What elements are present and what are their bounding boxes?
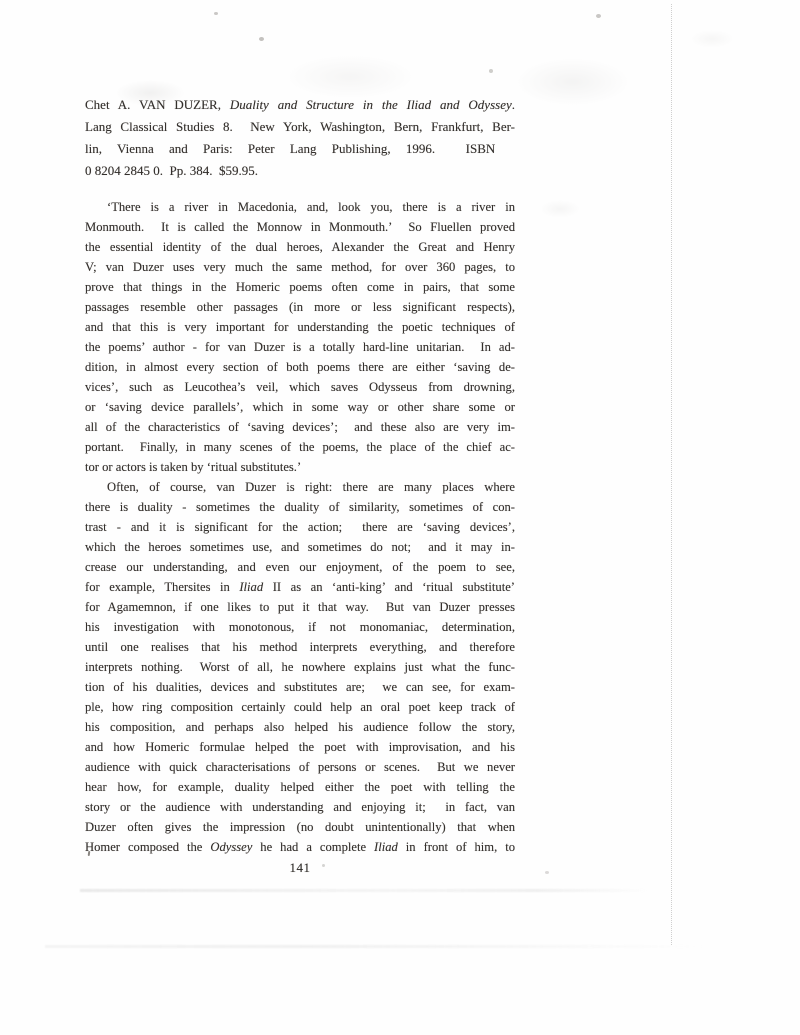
text-run: his investigation with monotonous, if not monomaniac, determination,: [85, 620, 515, 634]
text-run: trast - and it is significant for the action; there are ‘saving devices’,: [85, 520, 515, 534]
text-run: dition, in almost every section of both poems there are either ‘saving de-: [85, 360, 515, 374]
text-run: tion of his dualities, devices and substitutes are; we can see, for exam-: [85, 680, 515, 694]
text-run: there is duality - sometimes the duality of similarity, sometimes of con-: [85, 500, 515, 514]
scan-speck: [489, 69, 493, 73]
text-run: passages resemble other passages (in more or less significant respects),: [85, 300, 515, 314]
text-run: 0 8204 2845 0. Pp. 384. $59.95.: [85, 163, 258, 178]
text-line: [85, 337, 515, 357]
scan-speck: [596, 14, 601, 18]
text-line: [85, 237, 515, 257]
text-line: [85, 116, 515, 138]
text-line: [85, 617, 515, 637]
text-line: [85, 437, 515, 457]
text-run: ple, how ring composition certainly could help an oral poet keep track of: [85, 700, 515, 714]
text-line: [85, 277, 515, 297]
text-line: [85, 160, 515, 182]
text-run: V; van Duzer uses very much the same method, for over 360 pages, to: [85, 260, 515, 274]
text-line: [85, 757, 515, 777]
text-line: [85, 377, 515, 397]
text-line: [85, 138, 515, 160]
text-run: prove that things in the Homeric poems often come in pairs, that some: [85, 280, 515, 294]
scan-smudge: [515, 58, 630, 106]
text-run: interprets nothing. Worst of all, he nowhere explains just what the func-: [85, 660, 515, 674]
scan-artifact-vertical-line: [671, 4, 672, 945]
italic-title-run: Duality and Structure in the Iliad and Odyssey: [229, 97, 512, 112]
text-line: [85, 477, 515, 497]
italic-title-run: Iliad: [239, 580, 264, 594]
text-run: Duzer often gives the impression (no doubt unintentionally) that when: [85, 820, 515, 834]
text-run: crease our understanding, and even our enjoyment, of the poem to see,: [85, 560, 515, 574]
text-line: [85, 197, 515, 217]
text-run: until one realises that his method interprets everything, and therefore: [85, 640, 515, 654]
text-run: in front of him, to: [397, 840, 516, 854]
text-line: [85, 697, 515, 717]
text-run: lin, Vienna and Paris: Peter Lang Publishing, 1996. ISBN: [85, 141, 496, 156]
text-run: and how Homeric formulae helped the poet with improvisation, and his: [85, 740, 515, 754]
text-run: .: [511, 97, 515, 112]
text-run: hear how, for example, duality helped either the poet with telling the: [85, 780, 515, 794]
text-run: for Agamemnon, if one likes to put it that way. But van Duzer presses: [85, 600, 515, 614]
scan-artifact-streak: [45, 945, 705, 948]
text-line: [85, 297, 515, 317]
text-line: [85, 457, 515, 477]
review-body: [85, 197, 515, 857]
scan-smudge: [285, 55, 415, 99]
text-line: [85, 357, 515, 377]
text-run: and that this is very important for understanding the poetic techniques of: [85, 320, 515, 334]
text-run: the poems’ author - for van Duzer is a totally hard-line unitarian. In ad-: [85, 340, 515, 354]
text-run: Often, of course, van Duzer is right: there are many places where: [107, 480, 515, 494]
scan-smudge: [540, 200, 580, 218]
text-run: vices’, such as Leucothea’s veil, which saves Odysseus from drowning,: [85, 380, 515, 394]
text-line: [85, 537, 515, 557]
text-line: [85, 517, 515, 537]
text-run: his composition, and perhaps also helped his audience follow the story,: [85, 720, 515, 734]
scan-speck: [259, 37, 264, 41]
book-citation: [85, 94, 515, 182]
text-run: tor or actors is taken by ‘ritual substitutes.’: [85, 460, 302, 474]
text-run: Lang Classical Studies 8. New York, Washington, Bern, Frankfurt, Ber-: [85, 119, 515, 134]
text-run: all of the characteristics of ‘saving devices’; and these also are very im-: [85, 420, 515, 434]
text-line: [85, 577, 515, 597]
text-line: [85, 677, 515, 697]
scan-speck: [545, 871, 549, 874]
text-run: II as an ‘anti-king’ and ‘ritual substitute’: [263, 580, 515, 594]
text-line: [85, 497, 515, 517]
text-run: or ‘saving device parallels’, which in some way or other share some or: [85, 400, 515, 414]
text-run: portant. Finally, in many scenes of the poems, the place of the chief ac-: [85, 440, 515, 454]
scan-smudge: [690, 30, 734, 48]
text-line: [85, 417, 515, 437]
text-line: [85, 637, 515, 657]
italic-title-run: Iliad: [374, 840, 398, 854]
text-line: [85, 217, 515, 237]
text-line: [85, 797, 515, 817]
text-run: Homer composed the: [85, 840, 211, 854]
text-line: [85, 317, 515, 337]
scan-artifact-streak: [80, 889, 650, 892]
text-run: audience with quick characterisations of persons or scenes. But we never: [85, 760, 515, 774]
text-line: [85, 397, 515, 417]
text-line: [85, 717, 515, 737]
text-line: [85, 737, 515, 757]
text-line: [85, 94, 515, 116]
text-run: Chet A. VAN DUZER,: [85, 97, 230, 112]
text-line: [85, 837, 515, 857]
text-line: [85, 777, 515, 797]
text-run: story or the audience with understanding and enjoying it; in fact, van: [85, 800, 515, 814]
text-line: [85, 657, 515, 677]
scan-speck: [214, 12, 218, 15]
text-line: [85, 597, 515, 617]
text-run: Monmouth. It is called the Monnow in Monmouth.’ So Fluellen proved: [85, 220, 515, 234]
text-line: [85, 817, 515, 837]
text-line: [85, 557, 515, 577]
text-run: he had a complete: [252, 840, 375, 854]
text-line: [85, 257, 515, 277]
page-number: 141: [289, 860, 311, 875]
text-run: the essential identity of the dual heroes, Alexander the Great and Henry: [85, 240, 515, 254]
text-run: which the heroes sometimes use, and sometimes do not; and it may in-: [85, 540, 515, 554]
text-run: for example, Thersites in: [85, 580, 240, 594]
text-run: ‘There is a river in Macedonia, and, look you, there is a river in: [107, 200, 515, 214]
italic-title-run: Odyssey: [210, 840, 253, 854]
